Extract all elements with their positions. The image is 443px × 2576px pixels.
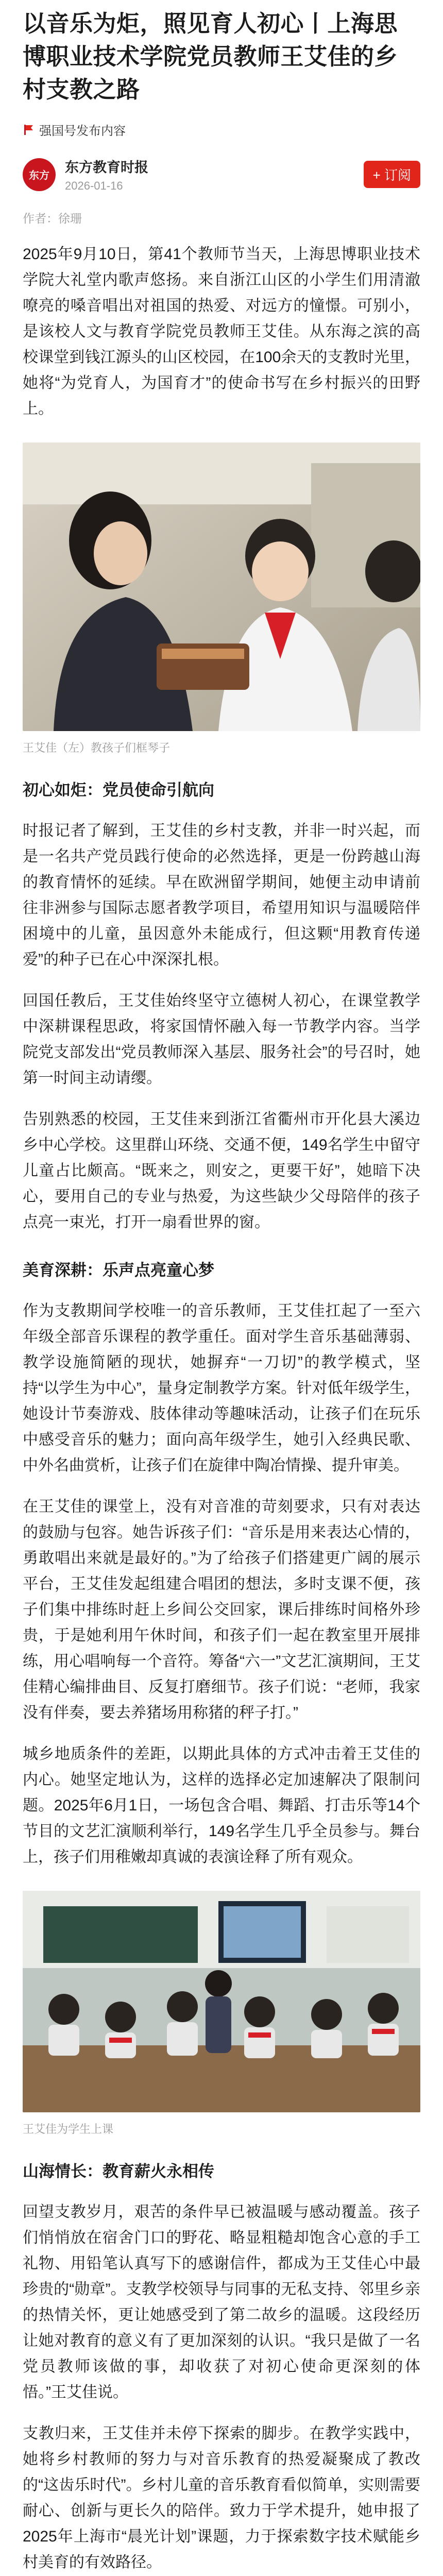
section1-paragraph: 回国任教后，王艾佳始终坚守立德树人初心，在课堂教学中深耕课程思政，将家国情怀融入每一节教学内容。当学院党支部发出“党员教师深入基层、服务社会”的号召时，她第一时间主动请缨。 [23,992,420,1087]
red-flag-icon [23,124,35,136]
section1-paragraph: 告别熟悉的校园，王艾佳来到浙江省衢州市开化县大溪边乡中心学校。这里群山环绕、交通不便，149名学生中留守儿童占比颇高。“既来之，则安之，更要干好”，她暗下决心，要用自己的专业与热爱，为这些缺少父母陪伴的孩子点亮一束光，打开一扇看世界的窗。 [23,1111,420,1231]
section3-paragraph: 支教归来，王艾佳并未停下探索的脚步。在教学实践中，她将乡村教师的努力与对音乐教育的热爱凝聚成了教改的“这齿乐时代”。乡村儿童的音乐教育看似简单，实则需要耐心、创新与更长久的陪伴。致力于学术提升，她申报了2025年上海市“晨光计划”课题，力于探索数字技术赋能乡村美育的有效路径。 [23,2425,420,2571]
classroom-lesson-image [23,1891,420,2112]
photo-classroom [23,1891,420,2112]
section2-paragraph: 在王艾佳的课堂上，没有对音准的苛刻要求，只有对表达的鼓励与包容。她告诉孩子们：“音乐是用来表达心情的，勇敢唱出来就是最好的。”为了给孩子们搭建更广阔的展示平台，王艾佳发起组建合唱团的想法，多时支课不便，孩子们集中排练时赶上乡间公交回家，课后排练时间格外珍贵，于是她利用午休时间，和孩子们一起在教室里开展排练，用心唱响每一个音符。筹备“六一”文艺汇演期间，王艾佳精心编排曲目、反复打磨细节。孩子们说：“老师，我家没有伴奏，要去养猪场用称猪的秤子打。” [23,1498,420,1721]
article-page [0,5,443,2576]
publish-tag[interactable] [23,121,420,139]
intro-paragraph: 2025年9月10日，第41个教师节当天，上海思博职业技术学院大礼堂内歌声悠扬。来自浙江山区的小学生们用清澈嘹亮的嗓音唱出对祖国的热爱、对远方的憧憬。可别小，是该校人文与教育学院党员教师王艾佳。从东海之滨的高校课堂到钱江源头的山区校园，在100余天的支教时光里，她将“为党育人，为国育才”的使命书写在乡村振兴的田野上。 [23,246,420,417]
photo2-caption: 王艾佳为学生上课 [23,2123,114,2136]
section3-paragraph: 回望支教岁月，艰苦的条件早已被温暖与感动覆盖。孩子们悄悄放在宿舍门口的野花、略显粗糙却饱含心意的手工礼物、用铅笔认真写下的感谢信件，都成为王艾佳心中最珍贵的“勋章”。支教学校领导与同事的无私支持、邻里乡亲的热情关怀，更让她感受到了第二故乡的温暖。这段经历让她对教育的意义有了更加深刻的认识。“我只是做了一名党员教师该做的事，却收获了对初心使命更深刻的体悟。”王艾佳说。 [23,2204,420,2401]
section2-heading: 美育深耕：乐声点亮童心梦 [23,1261,214,1279]
publish-tag-label: 强国号发布内容 [39,124,126,138]
classroom-photo-image [23,443,420,731]
author-line: 作者：徐珊 [23,212,82,225]
section1-paragraph: 时报记者了解到，王艾佳的乡村支教，并非一时兴起，而是一名共产党员践行使命的必然选择，更是一份跨越山海的教育情怀的延续。早在欧洲留学期间，她便主动申请前往非洲参与国际志愿者教学项目，希望用知识与温暖陪伴困境中的儿童，虽因意外未能成行，但这颗“用教育传递爱”的种子已在心中深深扎根。 [23,822,420,968]
article-title: 以音乐为炬，照见育人初心丨上海思博职业技术学院党员教师王艾佳的乡村支教之路 [23,10,398,103]
photo1-caption: 王艾佳（左）教孩子们框琴子 [23,741,171,754]
photo-teacher-with-students [23,443,420,731]
publish-date: 2026-01-16 [65,179,123,192]
section2-paragraph: 作为支教期间学校唯一的音乐教师，王艾佳扛起了一至六年级全部音乐课程的教学重任。面对学生音乐基础薄弱、教学设施简陋的现状，她摒弃“一刀切”的教学模式，坚持“以学生为中心”，量身定制教学方案。针对低年级学生，她设计节奏游戏、肢体律动等趣味活动，让孩子们在玩乐中感受音乐的魅力；面向高年级学生，她引入经典民歌、中外名曲赏析，让孩子们在旋律中陶冶情操、提升审美。 [23,1302,420,1474]
section1-heading: 初心如炬：党员使命引航向 [23,781,214,799]
source-info [65,156,364,193]
subscribe-button[interactable]: + 订阅 [364,161,420,188]
source-name[interactable]: 东方教育时报 [65,160,148,175]
section2-paragraph: 城乡地质条件的差距，以期此具体的方式冲击着王艾佳的内心。她坚定地认为，这样的选择必定加速解决了限制问题。2025年6月1日，一场包含合唱、舞蹈、打击乐等14个节目的文艺汇演顺利举行，149名学生几乎全员参与。舞台上，孩子们用稚嫩却真诚的表演诠释了所有观众。 [23,1745,420,1866]
source-bar [23,156,420,193]
section3-heading: 山海情长：教育薪火永相传 [23,2162,214,2180]
source-logo[interactable]: 东方 [23,158,56,191]
